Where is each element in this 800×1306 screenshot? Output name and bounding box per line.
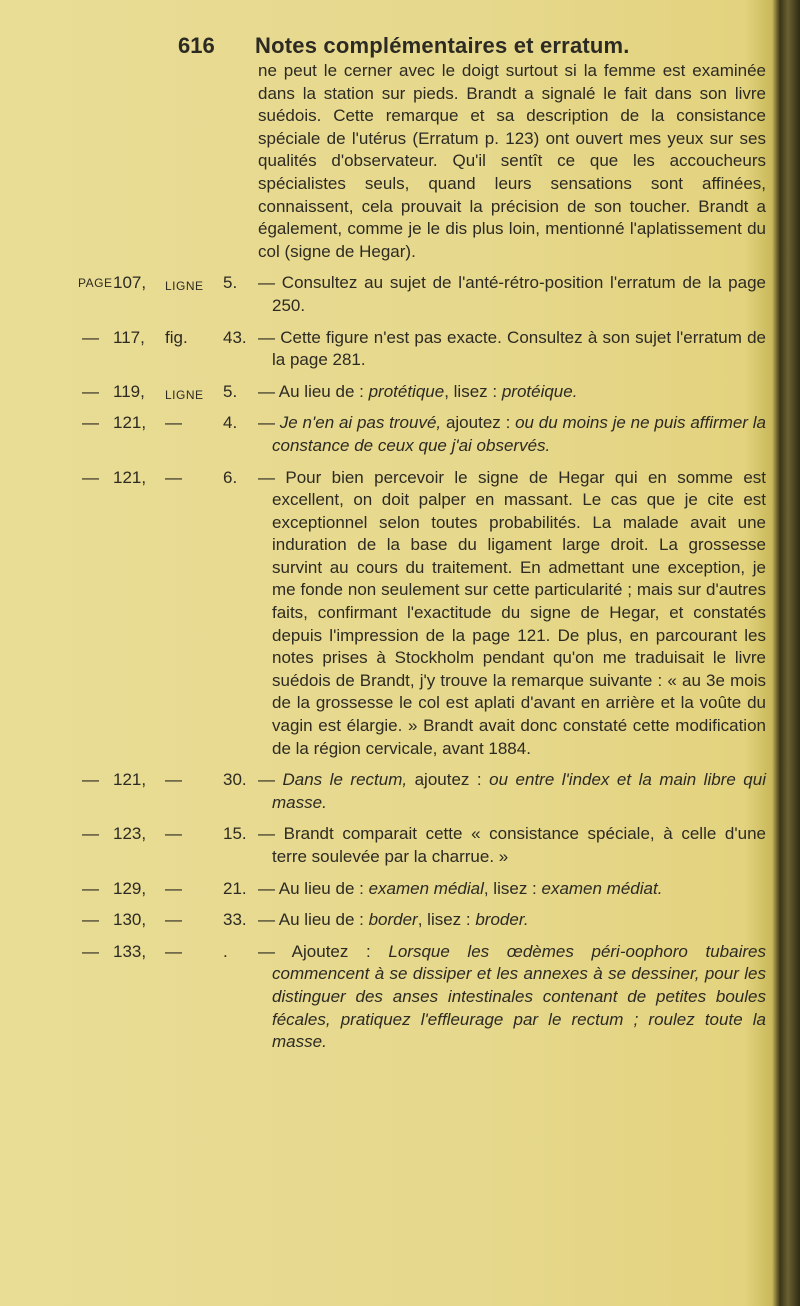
italic-segment: examen médial [368,878,484,898]
line-label: — [165,910,182,930]
erratum-entry [78,327,766,372]
erratum-entry [78,467,766,761]
italic-segment: protéique. [501,381,578,401]
line-label: LIGNE [165,279,204,294]
entry-text [258,823,766,868]
text-segment: ajoutez : [407,770,490,790]
italic-segment: broder. [475,910,529,930]
italic-segment: border [368,910,418,930]
page-ref: 130, [113,910,147,930]
entry-text [258,467,766,761]
entry-text [258,769,766,814]
erratum-entry [78,272,766,317]
entry-reference [78,272,258,317]
text-segment: — Au lieu de : [258,878,369,898]
line-label: fig. [165,327,188,347]
page-label: — [82,413,99,433]
page-ref: 133, [113,941,147,961]
page-ref: 119, [113,381,145,401]
erratum-entry [78,823,766,868]
italic-segment: examen médiat. [541,878,663,898]
erratum-entry [78,909,766,932]
page-ref: 117, [113,327,145,347]
entry-text [258,412,766,457]
line-label: LIGNE [165,387,204,402]
line-ref: 30. [223,770,247,790]
running-title: Notes complémentaires et erratum. [255,33,630,58]
line-ref: 4. [223,413,238,433]
line-ref: 6. [223,467,238,487]
line-ref: . [223,941,228,961]
entry-reference [78,412,258,457]
entry-text [258,381,766,404]
erratum-entry [78,878,766,901]
page-ref: 121, [113,770,147,790]
entry-reference [78,381,258,404]
erratum-entry [78,769,766,814]
italic-segment: Dans le rectum, [282,770,408,790]
text-segment: — Brandt comparait cette « consistance spéciale, à celle d'une terre soulevée par la charrue. » [258,824,766,866]
entry-text [258,909,766,932]
page-header [0,33,785,61]
text-segment: — Pour bien percevoir le signe de Hegar qui en somme est excellent, on doit palper en massant. Le cas que je cite est exceptionnel selon toutes probabilités. La malade avait une induration de la base du ligament large droit. La grossesse survint au cours du traitement. En admettant une exception, je me fonde non seulement sur cette particularité ; mais sur d'autres faits, confirmant l'exactitude du signe de Hegar, et constatés depuis l'impression de la page 121. De plus, en parcourant les notes prises à Stockholm pendant qu'on me traduisait le livre suédois de Brandt, j'y trouve la remarque suivante : « au 3e mois de la grossesse le col est aplati d'avant en arrière et la voûte du vagin est élargie. » Brandt avait donc constaté cette modification de la région cervicale, avant 1884. [258,467,766,758]
entry-text [258,327,766,372]
line-label: — [165,941,182,961]
entry-reference [78,467,258,761]
page-number: 616 [178,33,215,58]
erratum-entry [78,381,766,404]
erratum-entry [78,941,766,1054]
entry-reference [78,909,258,932]
text-segment: — [258,413,280,433]
entry-reference [78,941,258,1054]
text-segment: , lisez : [483,878,542,898]
line-ref: 15. [223,824,247,844]
line-ref: 21. [223,878,247,898]
page-body [78,60,766,1054]
page-ref: 129, [113,878,147,898]
line-label: — [165,413,182,433]
page-ref: 121, [113,467,147,487]
line-ref: 5. [223,381,238,401]
page-label: — [82,467,99,487]
entry-reference [78,327,258,372]
page-label: PAGE [78,276,113,291]
text-segment: , lisez : [444,381,502,401]
italic-segment: Je n'en ai pas trouvé, [279,413,442,433]
text-segment: — Au lieu de : [258,910,369,930]
italic-segment: ou entre l'index et la main libre qui masse. [272,770,766,812]
text-segment: — Consultez au sujet de l'anté-rétro-position l'erratum de la page 250. [258,273,766,315]
text-segment: , lisez : [417,910,476,930]
line-ref: 33. [223,910,247,930]
entry-text [258,941,766,1054]
text-segment: ajoutez : [441,413,516,433]
text-segment: — Ajoutez : [258,941,389,961]
page-label: — [82,878,99,898]
text-segment: — Au lieu de : [258,381,369,401]
entry-text [258,272,766,317]
italic-segment: ou du moins je ne puis affirmer la constance de ceux que j'ai observés. [272,413,766,455]
line-ref: 5. [223,273,238,293]
entry-reference [78,769,258,814]
line-ref: 43. [223,327,247,347]
erratum-entry [78,412,766,457]
text-segment: — [258,770,283,790]
page-label: — [82,910,99,930]
italic-segment: Lorsque les œdèmes péri-oophoro tubaires commencent à se dissiper et les annexes à se dessiner, pour les distinguer des anses intestinales contenant de petites boules fécales, pratiquez l'effleurage par le rectum ; roulez toute la masse. [272,941,766,1052]
entry-reference [78,878,258,901]
line-label: — [165,824,182,844]
page-label: — [82,941,99,961]
erratum-list [78,272,766,1053]
page-label: — [82,381,99,401]
page-ref: 107, [113,273,147,293]
page-ref: 123, [113,824,147,844]
text-segment: — Cette figure n'est pas exacte. Consultez à son sujet l'erratum de la page 281. [258,327,766,370]
page-ref: 121, [113,413,147,433]
entry-reference [78,823,258,868]
page-label: — [82,770,99,790]
line-label: — [165,467,182,487]
line-label: — [165,878,182,898]
page-label: — [82,824,99,844]
page-label: — [82,327,99,347]
entry-text [258,878,766,901]
intro-paragraph: ne peut le cerner avec le doigt surtout si la femme est examinée dans la station sur pieds. Brandt a signalé le fait dans son livre suédois. Cette remarque et sa description de la consistance spéciale de l'utérus (Erratum p. 123) ont ouvert mes yeux sur ses qualités d'observateur. Qu'il sentît ce que les accoucheurs spécialistes seuls, quand leurs sensations sont affinées, connaissent, cela prouvait la précision de son toucher. Brandt a également, comme je le dis plus loin, mentionné l'aplatissement du col (signe de Hegar). [258,61,766,261]
italic-segment: protétique [368,381,445,401]
line-label: — [165,770,182,790]
